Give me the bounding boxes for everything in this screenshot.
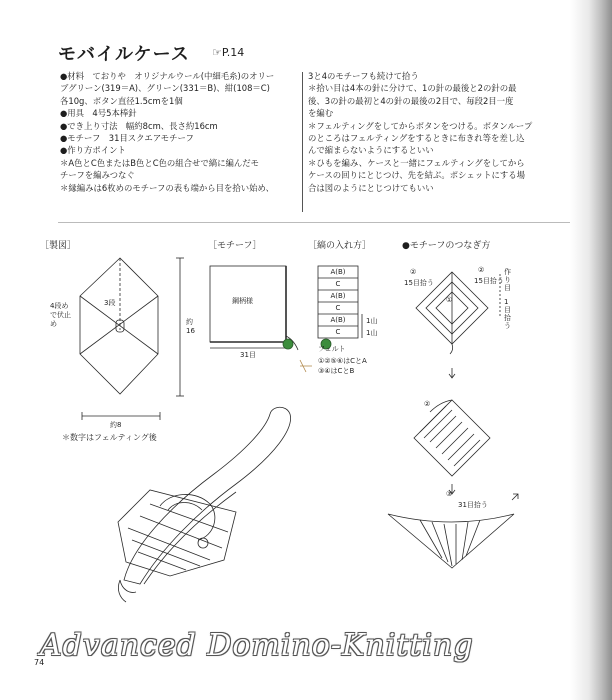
stripe-row: A(B): [330, 316, 346, 324]
section-heading-seizu: ［製図］: [40, 241, 77, 251]
instruction-line: ●材料 ておりや オリジナルウール(中細毛糸)のオリー: [60, 71, 275, 81]
instruction-line: ●モチーフ 31目スクエアモチーフ: [60, 133, 194, 144]
joining-diamond-middle: [414, 400, 490, 494]
stripe-row: A(B): [330, 292, 346, 300]
join-cast-on-label: 作り目: [504, 268, 511, 292]
join-pickup-bottom: 31目拾う: [458, 501, 488, 509]
instruction-line: ＊フェルティングをしてからボタンをつける。ボタンループ: [308, 120, 533, 131]
join-step-number: ③: [446, 490, 453, 498]
stripe-ridge-mark: 1山: [366, 329, 378, 337]
instruction-line: ブグリーン(319＝A)、グリーン(331＝B)、紺(108＝C): [60, 83, 270, 94]
instruction-line: ＊A色とC色またはB色とC色の組合せで縞に編んだモ: [60, 157, 260, 168]
watermark-title: Advanced Domino-Knitting: [40, 628, 474, 663]
section-heading-motif: ［モチーフ］: [208, 241, 262, 251]
join-step-number: ②: [410, 268, 417, 276]
join-pickup-right: 15目拾う: [474, 277, 504, 285]
motif-felt-label: フェルト: [318, 345, 346, 353]
motif-stitch-count: 31目: [240, 351, 256, 359]
stripe-row: C: [335, 328, 341, 336]
instruction-line: ケースの回りにとじつけ、先を結ぶ。ポシェットにする場: [308, 170, 525, 181]
instruction-line: ＊ひもを編み、ケースと一緒にフェルティングをしてから: [308, 157, 525, 168]
stripe-row: C: [335, 280, 341, 288]
instruction-line: 後、3の針の最初と4の針の最後の2目で、毎段2目一度: [308, 95, 514, 106]
seizu-rows-label: 3段: [104, 299, 116, 307]
seizu-bindoff-label: 4段めで伏止め: [50, 302, 71, 328]
instruction-line: ●作り方ポイント: [60, 145, 126, 156]
stripe-row: C: [335, 304, 341, 312]
section-heading-joining: ●モチーフのつなぎ方: [402, 241, 491, 251]
stripe-ridge-mark: 1山: [366, 317, 378, 325]
join-step-number: ②: [478, 266, 485, 274]
instruction-line: 合は図のようにとじつけてもいい: [308, 182, 434, 193]
page-title: モバイルケース: [58, 44, 190, 65]
seizu-width-label: 約8: [110, 421, 122, 429]
instruction-line: 3と4のモチーフも続けて拾う: [308, 71, 419, 81]
instruction-line: のところはフェルティングをするときに布きれ等を差し込: [308, 133, 525, 144]
instruction-line: を編む: [308, 108, 334, 119]
motif-center-label: 鋼柄様: [232, 297, 253, 305]
instruction-line: ●用具 4号5本棒針: [60, 108, 137, 119]
instruction-line: チーフを編みつなぐ: [60, 170, 135, 181]
page-number: 74: [34, 658, 45, 667]
instruction-line: んで縮まらないようにするといい: [308, 145, 434, 156]
motif-square: [210, 266, 331, 372]
join-one-stitch-label: 1目拾う: [504, 298, 511, 330]
envelope-schematic: [80, 258, 184, 420]
joining-triangle-bottom: [388, 494, 518, 568]
motif-color-combo-1: ①②⑤⑥はCとA: [318, 357, 367, 365]
seizu-note: ＊数字はフェルティング後: [62, 433, 157, 442]
stripe-row: A(B): [330, 268, 346, 276]
instruction-line: 各10g、ボタン直径1.5cmを1個: [60, 95, 183, 106]
instruction-line: ●でき上り寸法 幅約8cm、長さ約16cm: [60, 120, 218, 131]
page-reference: ☞P.14: [212, 46, 245, 59]
join-step-number: ①: [446, 296, 453, 304]
instruction-line: ＊縁編みは6枚めのモチーフの表も端から目を拾い始め、: [60, 182, 274, 193]
instruction-line: ＊拾い目は4本の針に分けて、1の針の最後と2の針の最: [308, 83, 517, 94]
seizu-height-label: 約16: [186, 318, 195, 335]
join-pickup-left: 15目拾う: [404, 279, 434, 287]
section-heading-stripes: ［縞の入れ方］: [308, 241, 372, 251]
motif-color-combo-2: ③④はCとB: [318, 367, 355, 375]
join-step-number: ②: [424, 400, 431, 408]
